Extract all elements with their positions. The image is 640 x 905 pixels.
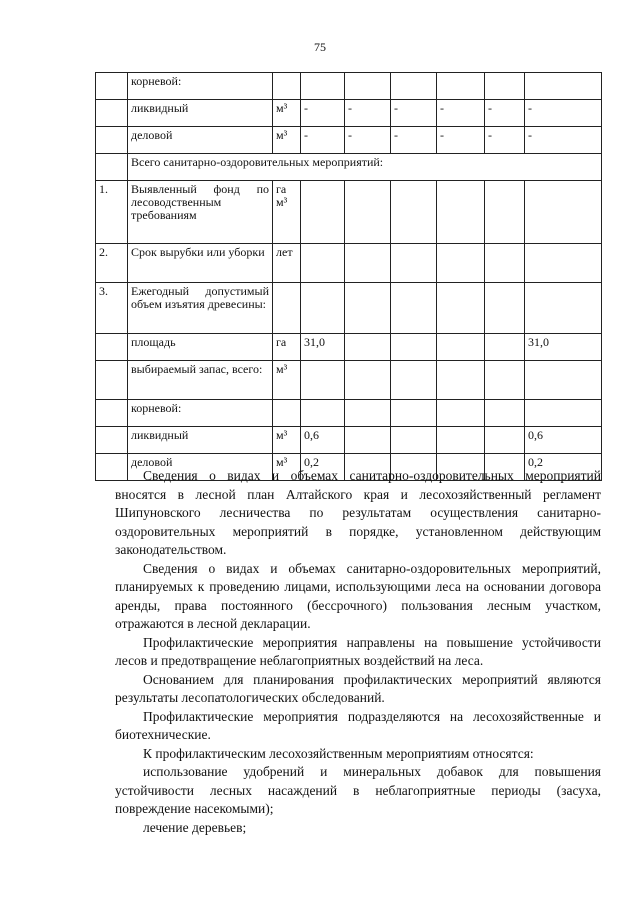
value-cell	[391, 244, 437, 283]
indicator-name-cell: корневой:	[128, 400, 273, 427]
value-cell: 31,0	[301, 334, 345, 361]
value-cell	[485, 244, 525, 283]
paragraph: К профилактическим лесохозяйственным мероприятиям относятся:	[143, 745, 534, 761]
value-cell	[437, 283, 485, 334]
table-row	[96, 100, 602, 127]
value-cell	[485, 334, 525, 361]
value-cell	[437, 181, 485, 244]
value-cell: -	[345, 127, 391, 154]
value-cell: -	[391, 100, 437, 127]
value-cell	[301, 361, 345, 400]
table-row	[96, 361, 602, 400]
value-cell: 0,6	[525, 427, 602, 454]
value-cell	[437, 73, 485, 100]
value-cell: -	[301, 100, 345, 127]
indicator-name-cell: деловой	[128, 454, 273, 481]
value-cell: -	[525, 127, 602, 154]
row-number-cell: 1.	[96, 181, 128, 244]
indicator-name-cell: корневой:	[128, 73, 273, 100]
paragraph: Профилактические мероприятия направлены на повышение устойчивости лесов и предотвращение неблагоприятных воздействий на леса.	[115, 634, 601, 668]
value-cell: -	[345, 100, 391, 127]
value-cell	[301, 244, 345, 283]
value-cell: -	[525, 100, 602, 127]
indicator-name-cell: Срок вырубки или уборки	[128, 244, 273, 283]
value-cell	[345, 181, 391, 244]
row-number-cell	[96, 100, 128, 127]
value-cell	[301, 73, 345, 100]
unit-cell: м³	[273, 427, 301, 454]
value-cell	[345, 361, 391, 400]
section-total-cell: Всего санитарно-оздоровительных мероприятий:	[128, 154, 602, 181]
indicator-name-cell: Ежегодный допустимый объем изъятия древесины:	[128, 283, 273, 334]
value-cell: -	[485, 127, 525, 154]
value-cell	[345, 427, 391, 454]
paragraph: Основанием для планирования профилактических мероприятий являются результаты лесопатологических обследований.	[115, 671, 601, 705]
value-cell	[391, 361, 437, 400]
value-cell: 31,0	[525, 334, 602, 361]
value-cell	[525, 400, 602, 427]
row-number-cell: 3.	[96, 283, 128, 334]
row-number-cell	[96, 334, 128, 361]
value-cell: -	[485, 100, 525, 127]
unit-cell: м³	[273, 100, 301, 127]
row-number-cell	[96, 361, 128, 400]
value-cell	[525, 244, 602, 283]
table-row	[96, 283, 602, 334]
table-row	[96, 127, 602, 154]
value-cell	[301, 283, 345, 334]
value-cell	[391, 427, 437, 454]
indicator-name-cell: площадь	[128, 334, 273, 361]
row-number-cell	[96, 127, 128, 154]
paragraph: Сведения о видах и объемах санитарно-оздоровительных мероприятий, планируемых к проведению лицами, использующими леса на основании договора аренды, права постоянного (бессрочного) пользования лесным участком, отражаются в лесной декларации.	[115, 560, 601, 631]
value-cell	[485, 361, 525, 400]
value-cell: 0,2	[301, 454, 345, 481]
row-number-cell	[96, 154, 128, 181]
unit-cell: м³	[273, 127, 301, 154]
value-cell	[391, 334, 437, 361]
row-number-cell	[96, 427, 128, 454]
value-cell	[437, 361, 485, 400]
value-cell: -	[391, 127, 437, 154]
table-row	[96, 334, 602, 361]
page-number: 75	[314, 40, 326, 54]
value-cell: -	[437, 127, 485, 154]
value-cell	[485, 400, 525, 427]
paragraph: Профилактические мероприятия подразделяются на лесохозяйственные и биотехнические.	[115, 708, 601, 742]
value-cell	[437, 334, 485, 361]
value-cell: -	[437, 100, 485, 127]
value-cell	[437, 244, 485, 283]
value-cell	[437, 427, 485, 454]
value-cell	[525, 73, 602, 100]
value-cell	[391, 400, 437, 427]
value-cell	[485, 181, 525, 244]
value-cell	[391, 73, 437, 100]
value-cell	[391, 181, 437, 244]
value-cell	[345, 283, 391, 334]
row-number-cell: 2.	[96, 244, 128, 283]
value-cell	[485, 73, 525, 100]
value-cell: 0,6	[301, 427, 345, 454]
value-cell	[525, 361, 602, 400]
value-cell	[525, 181, 602, 244]
table-row	[96, 181, 602, 244]
forest-measures-table	[95, 72, 602, 481]
value-cell	[345, 400, 391, 427]
indicator-name-cell: ликвидный	[128, 100, 273, 127]
table-row	[96, 427, 602, 454]
value-cell	[525, 283, 602, 334]
value-cell	[345, 244, 391, 283]
row-number-cell	[96, 73, 128, 100]
value-cell	[301, 400, 345, 427]
unit-cell	[273, 73, 301, 100]
body-text	[115, 467, 601, 837]
indicator-name-cell: ликвидный	[128, 427, 273, 454]
unit-cell: га	[273, 334, 301, 361]
unit-cell: лет	[273, 244, 301, 283]
indicator-name-cell: деловой	[128, 127, 273, 154]
unit-cell	[273, 400, 301, 427]
unit-cell: м³	[273, 361, 301, 400]
row-number-cell	[96, 400, 128, 427]
indicator-name-cell: выбираемый запас, всего:	[128, 361, 273, 400]
value-cell	[391, 283, 437, 334]
paragraph: лечение деревьев;	[143, 819, 247, 835]
value-cell	[345, 73, 391, 100]
indicator-name-cell: Выявленный фонд по лесоводственным требованиям	[128, 181, 273, 244]
table-row	[96, 400, 602, 427]
value-cell: -	[301, 127, 345, 154]
table-row	[96, 154, 602, 181]
value-cell	[485, 283, 525, 334]
paragraph: использование удобрений и минеральных добавок для повышения устойчивости лесных насаждений в неблагоприятные периоды (засуха, повреждение насекомыми);	[115, 764, 601, 816]
unit-cell: м³	[273, 454, 301, 481]
unit-cell: га м³	[273, 181, 301, 244]
value-cell	[437, 400, 485, 427]
value-cell	[301, 181, 345, 244]
paragraph: Сведения о видах и объемах санитарно-оздоровительных мероприятий вносятся в лесной план Алтайского края и лесохозяйственный регламент Шипуновского лесничества по результатам осуществления санитарно-оздоровительных мероприятий в порядке, установленном действующим законодательством.	[115, 468, 601, 557]
value-cell: 0,2	[525, 454, 602, 481]
table-row	[96, 244, 602, 283]
value-cell	[345, 334, 391, 361]
value-cell	[485, 427, 525, 454]
unit-cell	[273, 283, 301, 334]
table-row	[96, 73, 602, 100]
